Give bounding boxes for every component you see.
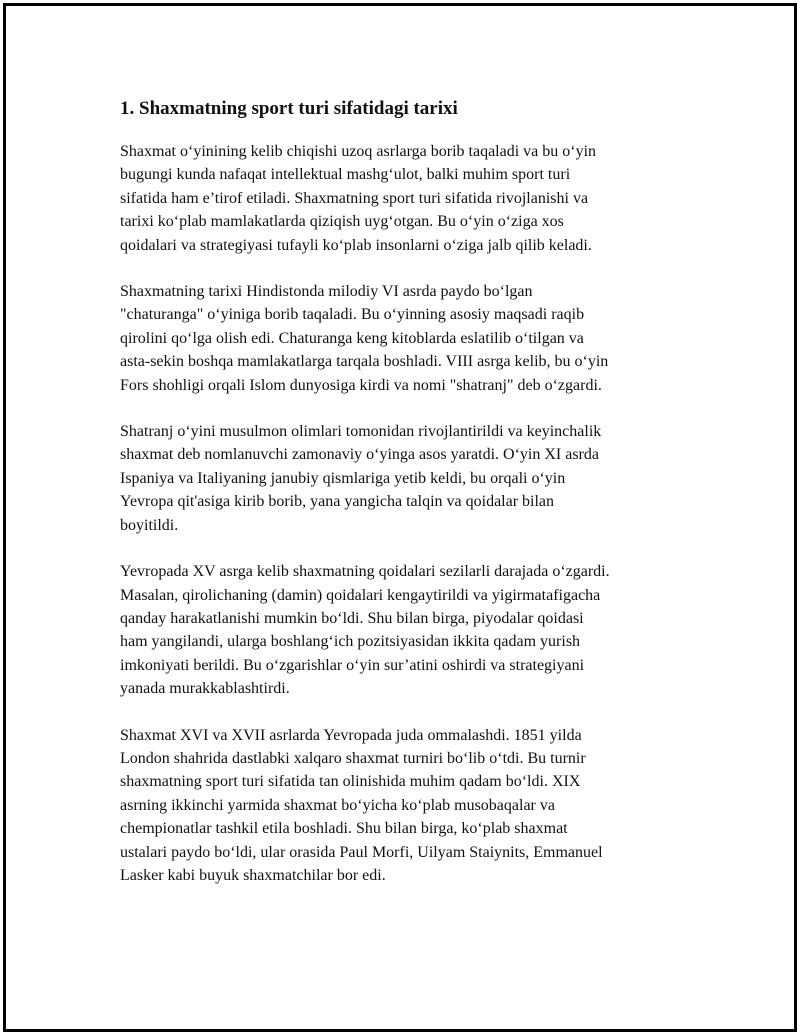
paragraph-4: Yevropada XV asrga kelib shaxmatning qoidalari sezilarli darajada o‘zgardi. Masalan, qirolichaning (damin) qoidalari kengaytirildi va yigirmatafigacha qanday harakatlanishi mumkin bo‘ldi. Shu bilan birga, piyodalar qoidasi ham yangilandi, ularga boshlang‘ich pozitsiyasidan ikkita qadam yurish imkoniyati berildi. Bu o‘zgarishlar o‘yin sur’atini oshirdi va strategiyani yanada murakkablashtirdi. <box>120 563 610 698</box>
paragraph-1: Shaxmat o‘yinining kelib chiqishi uzoq asrlarga borib taqaladi va bu o‘yin bugungi kunda nafaqat intellektual mashg‘ulot, balki muhim sport turi sifatida ham e’tirof etiladi. Shaxmatning sport turi sifatida rivojlanishi va tarixi ko‘plab mamlakatlarda qiziqish uyg‘otgan. Bu o‘yin o‘ziga xos qoidalari va strategiyasi tufayli ko‘plab insonlarni o‘ziga jalb qilib keladi. <box>120 143 597 254</box>
paragraph-2: Shaxmatning tarixi Hindistonda milodiy VI asrda paydo bo‘lgan "chaturanga" o‘yiniga borib taqaladi. Bu o‘yinning asosiy maqsadi raqib qirolini qo‘lga olish edi. Chaturanga keng kitoblarda eslatilib o‘tilgan va asta-sekin boshqa mamlakatlarga tarqala boshladi. VIII asrga kelib, bu o‘yin Fors shohligi orqali Islom dunyosiga kirdi va nomi "shatranj" deb o‘zgardi. <box>120 283 609 394</box>
page-frame <box>3 3 797 1032</box>
paragraph-5: Shaxmat XVI va XVII asrlarda Yevropada juda ommalashdi. 1851 yilda London shahrida dastlabki xalqaro shaxmat turniri bo‘lib o‘tdi. Bu turnir shaxmatning sport turi sifatida tan olinishida muhim qadam bo‘ldi. XIX asrning ikkinchi yarmida shaxmat bo‘yicha ko‘plab musobaqalar va chempionatlar tashkil etila boshladi. Shu bilan birga, ko‘plab shaxmat ustalari paydo bo‘ldi, ular orasida Paul Morfi, Uilyam Staiynits, Emmanuel Lasker kabi buyuk shaxmatchilar bor edi. <box>120 726 603 884</box>
page-title: 1. Shaxmatning sport turi sifatidagi tarixi <box>120 98 458 119</box>
paragraph-3: Shatranj o‘yini musulmon olimlari tomonidan rivojlantirildi va keyinchalik shaxmat deb nomlanuvchi zamonaviy o‘yinga asos yaratdi. O‘yin XI asrda Ispaniya va Italiyaning janubiy qismlariga yetib keldi, bu orqali o‘yin Yevropa qit'asiga kirib borib, yana yangicha talqin va qoidalar bilan boyitildi. <box>120 423 602 534</box>
document-body <box>120 96 710 910</box>
